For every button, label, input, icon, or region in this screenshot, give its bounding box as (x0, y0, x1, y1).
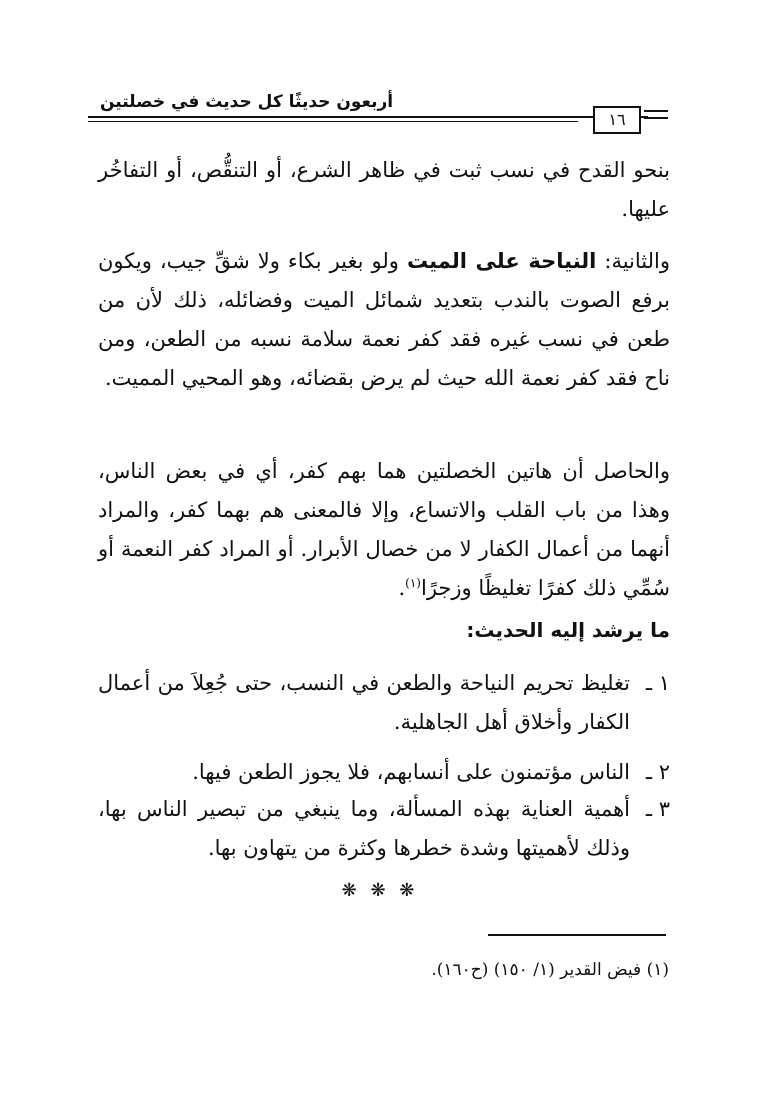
page-number: ١٦ (593, 106, 641, 134)
paragraph-2-rest: ولو بغير بكاء ولا شقِّ جيب، ويكون برفع الصوت بالندب بتعديد شمائل الميت وفضائله، ذلك لأن من طعن في نسب غيره فقد كفر نعمة سلامة نسبه من الطعن، ومن ناح فقد كفر نعمة الله حيث لم يرض بقضائه، وهو المحيي المميت. (98, 249, 670, 390)
paragraph-2 (98, 242, 670, 398)
paragraph-3 (98, 452, 670, 608)
page-number-ornament (644, 110, 668, 122)
list-item-number: ٣ ـ (645, 797, 670, 821)
list-item-number: ٢ ـ (645, 760, 670, 784)
paragraph-2-lead: والثانية: (596, 249, 671, 273)
footnote-rule (488, 934, 666, 936)
page-header (88, 92, 670, 138)
paragraph-1: بنحو القدح في نسب ثبت في ظاهر الشرع، أو التنقُّص، أو التفاخُر عليها. (98, 158, 670, 221)
list-item-text: أهمية العناية بهذه المسألة، وما ينبغي من تبصير الناس بها، وذلك لأهميتها وشدة خطرها وكثرة من يتهاون بها. (98, 797, 630, 860)
list-item-text: الناس مؤتمنون على أنسابهم، فلا يجوز الطعن فيها. (192, 760, 630, 784)
running-title: أربعون حديثًا كل حديث في خصلتين (100, 92, 394, 112)
list-item-text: تغليظ تحريم النياحة والطعن في النسب، حتى جُعِلاَ من أعمال الكفار وأخلاق أهل الجاهلية. (98, 671, 630, 734)
list-item (98, 753, 670, 792)
list-item (98, 790, 670, 868)
footnote: (١) فيض القدير (١/ ١٥٠) (ح١٦٠). (431, 960, 669, 980)
paragraph-3-text: والحاصل أن هاتين الخصلتين هما بهم كفر، أي في بعض الناس، وهذا من باب القلب والاتساع، وإلا فالمعنى هم بهما كفر، والمراد أنهما من أعمال الكفار لا من خصال الأبرار. أو المراد كفر النعمة أو سُمِّي ذلك كفرًا تغليظًا وزجرًا (98, 459, 670, 600)
section-separator: ❋ ❋ ❋ (341, 880, 419, 901)
paragraph-2-emphasis: النياحة على الميت (406, 249, 597, 273)
section-heading: ما يرشد إليه الحديث: (466, 618, 670, 642)
list-item-number: ١ ـ (645, 671, 670, 695)
header-rule (88, 116, 648, 118)
paragraph-3-end: . (398, 576, 406, 600)
list-item (98, 664, 670, 742)
header-rule-thin (88, 121, 578, 122)
footnote-marker: (١) (405, 576, 421, 590)
